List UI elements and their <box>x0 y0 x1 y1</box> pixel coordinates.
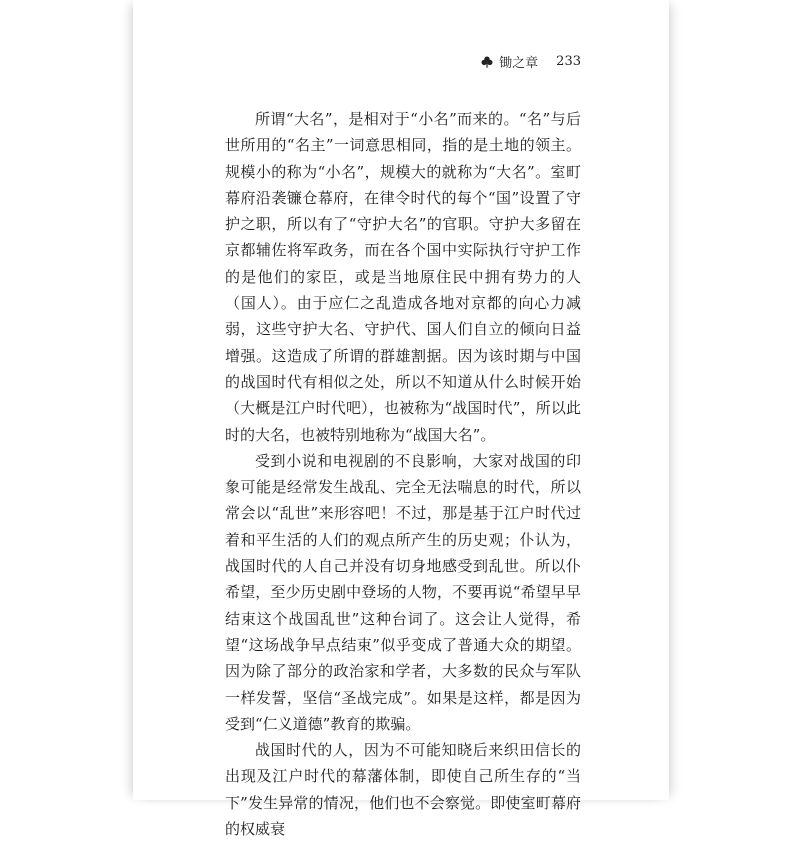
book-page <box>133 0 669 839</box>
paragraph: 所谓“大名”，是相对于“小名”而来的。“名”与后世所用的“名主”一词意思相同，指的是土地的领主。规模小的称为“小名”，规模大的就称为“大名”。室町幕府沿袭镰仓幕府，在律令时代的每个“国”设置了守护之职，所以有了“守护大名”的官职。守护大多留在京都辅佐将军政务，而在各个国中实际执行守护工作的是他们的家臣，或是当地原住民中拥有势力的人（国人）。由于应仁之乱造成各地对京都的向心力减弱，这些守护大名、守护代、国人们自立的倾向日益增强。这造成了所谓的群雄割据。因为该时期与中国的战国时代有相似之处，所以不知道从什么时候开始（大概是江户时代吧），也被称为“战国时代”，所以此时的大名，也被特别地称为“战国大名”。 <box>225 110 581 444</box>
running-header <box>481 52 581 71</box>
page-number: 233 <box>556 54 581 69</box>
chapter-title: 锄之章 <box>499 56 539 71</box>
paragraph: 受到小说和电视剧的不良影响，大家对战国的印象可能是经常发生战乱、完全无法喘息的时代，所以常会以“乱世”来形容吧！不过，那是基于江户时代过着和平生活的人们的观点所产生的历史观；仆认为，战国时代的人自己并没有切身地感受到乱世。所以仆希望，至少历史剧中登场的人物，不要再说“希望早早结束这个战国乱世”这种台词了。这会让人觉得，希望“这场战争早点结束”似乎变成了普通大众的期望。因为除了部分的政治家和学者，大多数的民众与军队一样发誓，坚信“圣战完成”。如果是这样，都是因为受到“仁义道德”教育的欺骗。 <box>225 451 581 733</box>
clover-icon <box>481 56 493 68</box>
paragraph: 战国时代的人，因为不可能知晓后来织田信长的出现及江户时代的幕藩体制，即使自己所生存的“当下”发生异常的情况，他们也不会察觉。即使室町幕府的权威衰 <box>225 741 581 839</box>
body-text <box>225 106 581 842</box>
